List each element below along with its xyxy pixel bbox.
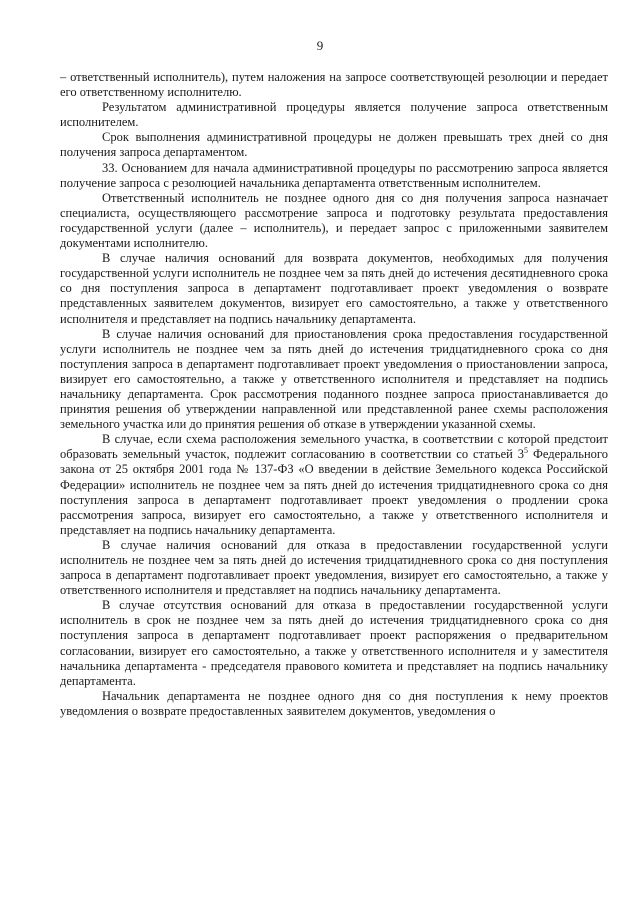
paragraph-item-33: 33. Основанием для начала административной процедуры по рассмотрению запроса является получение запроса с резолюцией начальника департамента ответственным исполнителем. bbox=[60, 160, 608, 190]
law-article-superscript: 5 bbox=[524, 446, 529, 456]
paragraph-assignment: Ответственный исполнитель не позднее одного дня со дня получения запроса назначает специалиста, осуществляющего рассмотрение запроса и подготовку результата предоставления государственной услуги (далее – исполнитель), и передает запрос с приложенными заявителем документами исполнителю. bbox=[60, 190, 608, 251]
document-body bbox=[60, 70, 608, 719]
paragraph-result: Результатом административной процедуры является получение запроса ответственным исполнителем. bbox=[60, 100, 608, 130]
law-text-before: В случае, если схема расположения земельного участка, в соответствии с которой предстоит образовать земельный участок, подлежит согласованию в соответствии со статьей 3 bbox=[60, 432, 608, 462]
paragraph-deadline: Срок выполнения административной процедуры не должен превышать трех дней со дня получения запроса департаментом. bbox=[60, 130, 608, 160]
paragraph-approval: В случае отсутствия оснований для отказа в предоставлении государственной услуги исполнитель в срок не позднее чем за пять дней до истечения тридцатидневного срока со дня поступления запроса в департамент подготавливает проект распоряжения о предварительном согласовании, визирует его самостоятельно, а также у ответственного исполнителя и у заместителя начальника департамента - председателя правового комитета и представляет на подпись начальнику департамента. bbox=[60, 598, 608, 688]
paragraph-federal-law bbox=[60, 432, 608, 538]
paragraph-head-of-department: Начальник департамента не позднее одного дня со дня поступления к нему проектов уведомления о возврате предоставленных заявителем документов, уведомления о bbox=[60, 688, 608, 718]
paragraph-refusal: В случае наличия оснований для отказа в предоставлении государственной услуги исполнитель не позднее чем за пять дней до истечения тридцатидневного срока со дня поступления запроса в департамент подготавливает проект уведомления, визирует его самостоятельно, а также у ответственного исполнителя и представляет на подпись начальнику департамента. bbox=[60, 537, 608, 598]
law-text-after: Федерального закона от 25 октября 2001 года № 137-ФЗ «О введении в действие Земельного кодекса Российской Федерации» исполнитель не позднее чем за пять дней до истечения тридцатидневного срока со дня поступления запроса в департамент подготавливает проект уведомления о продлении срока рассмотрения запроса, визирует его самостоятельно, а также у ответственного исполнителя и представляет на подпись начальнику департамента. bbox=[60, 447, 608, 537]
page-number: 9 bbox=[316, 38, 324, 53]
paragraph-return-documents: В случае наличия оснований для возврата документов, необходимых для получения государственной услуги исполнитель не позднее чем за пять дней до истечения десятидневного срока со дня поступления запроса в департамент подготавливает проект уведомления о возврате представленных заявителем документов, визирует его самостоятельно, а также у ответственного исполнителя и представляет на подпись начальнику департамента. bbox=[60, 251, 608, 326]
paragraph-suspension: В случае наличия оснований для приостановления срока предоставления государственной услуги исполнитель не позднее чем за пять дней до истечения тридцатидневного срока со дня поступления запроса в департамент подготавливает проект уведомления о приостановлении запроса, визирует его самостоятельно, а также у ответственного исполнителя и представляет на подпись начальнику департамента. Срок рассмотрения поданного позднее запроса приостанавливается до принятия решения об утверждении направленной или представленной ранее схемы расположения земельного участка или до принятия решения об отказе в утверждении указанной схемы. bbox=[60, 326, 608, 432]
paragraph-continuation: – ответственный исполнитель), путем наложения на запросе соответствующей резолюции и передает его ответственному исполнителю. bbox=[60, 70, 608, 100]
